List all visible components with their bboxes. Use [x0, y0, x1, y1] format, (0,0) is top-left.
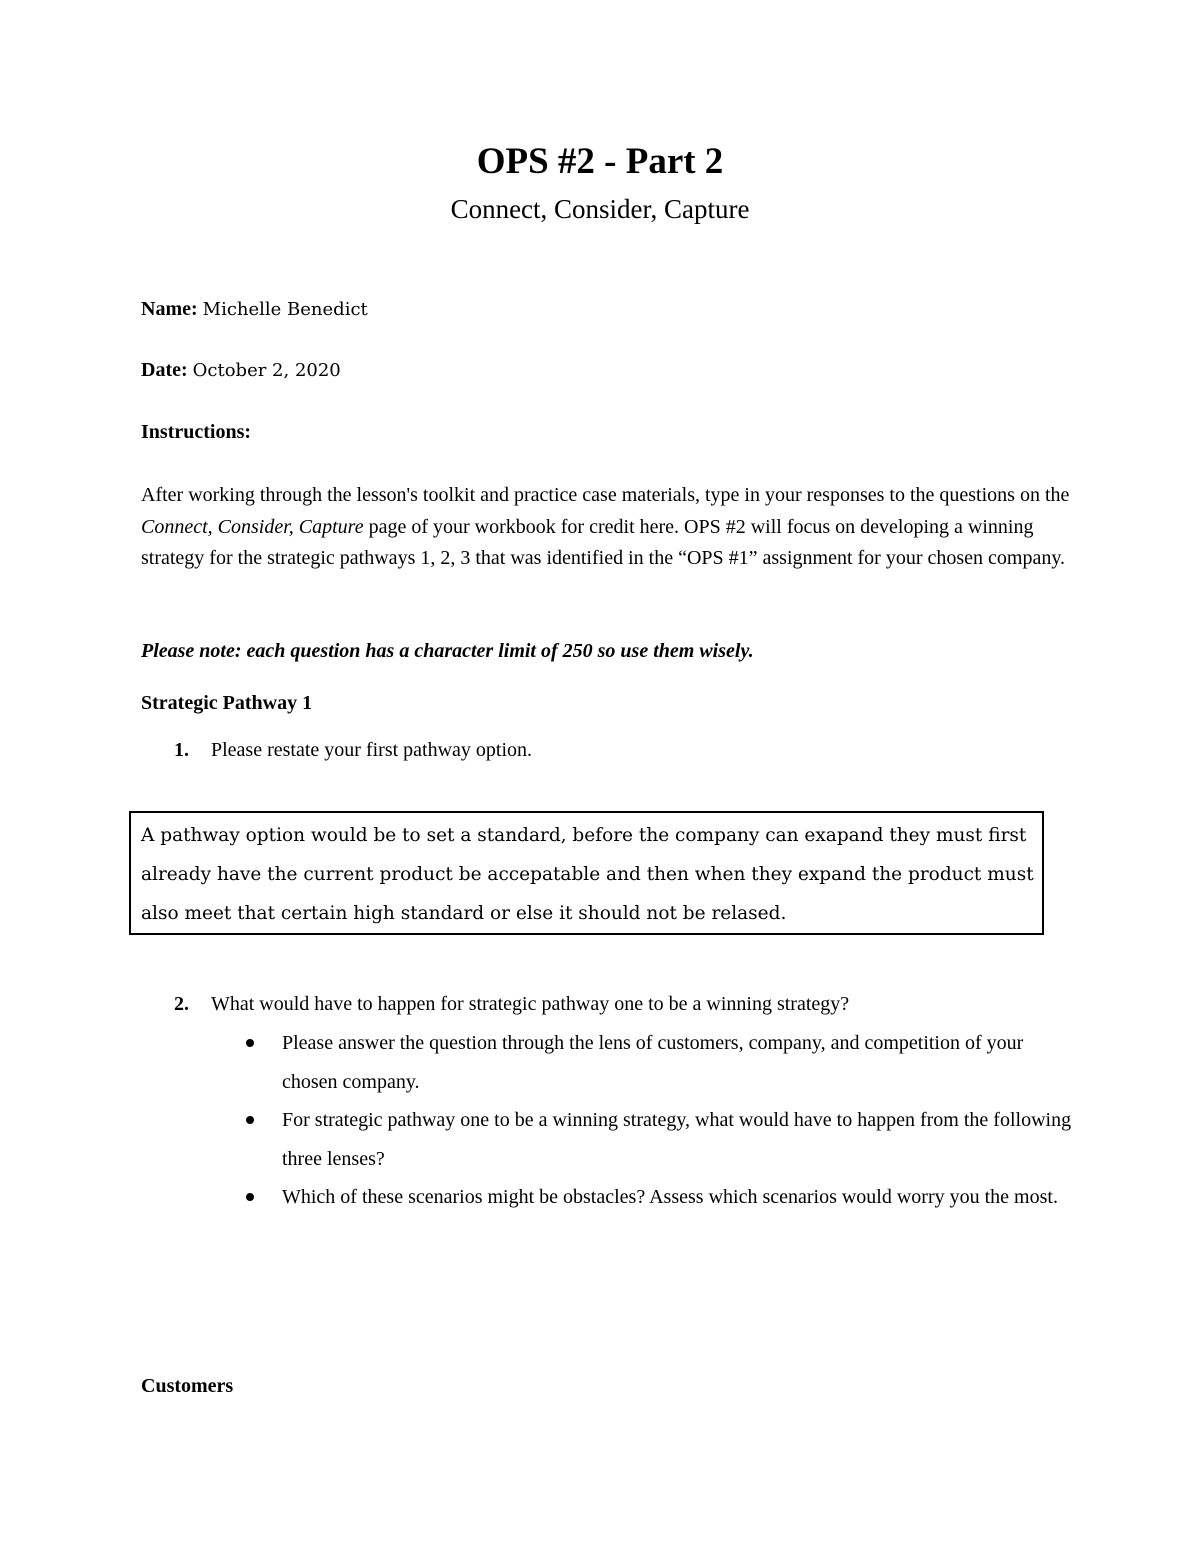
bullet-icon — [246, 1039, 254, 1047]
instructions-text-1: After working through the lesson's toolkit and practice case materials, type in your responses to the questions on the — [141, 484, 1070, 506]
instructions-text-2: page of your workbook for credit here. OPS #2 will focus on developing a winning strategy for the strategic pathways 1, 2, 3 that was identified in the “OPS #1” assignment for your chosen company. — [141, 515, 1066, 569]
bullet-icon — [246, 1193, 254, 1201]
question-2-text: What would have to happen for strategic pathway one to be a winning strategy? — [211, 993, 850, 1015]
name-value: Michelle Benedict — [202, 299, 368, 320]
name-label: Name: — [141, 298, 198, 320]
instructions-paragraph — [141, 480, 1071, 575]
date-field — [141, 359, 341, 382]
date-value: October 2, 2020 — [192, 360, 341, 381]
name-field — [141, 298, 368, 321]
question-1-number: 1. — [174, 739, 189, 761]
answer-1-text: A pathway option would be to set a standard, before the company can exapand they must first already have the current product be accepatable and then when they expand the product must also meet that certain high standard or else it should not be relased. — [141, 825, 1034, 924]
strategic-pathway-heading: Strategic Pathway 1 — [141, 692, 313, 714]
bullet-item-2: For strategic pathway one to be a winning strategy, what would have to happen from the following three lenses? — [282, 1109, 1072, 1170]
instructions-workbook-page: Connect, Consider, Capture — [141, 515, 364, 538]
bullet-item-1: Please answer the question through the lens of customers, company, and competition of your chosen company. — [282, 1032, 1024, 1093]
question-2-number: 2. — [174, 993, 189, 1015]
document-title: OPS #2 - Part 2 — [476, 141, 724, 182]
character-limit-note: Please note: each question has a character limit of 250 so use them wisely. — [141, 640, 754, 662]
bullet-item-3: Which of these scenarios might be obstacles? Assess which scenarios would worry you the most. — [282, 1186, 1058, 1208]
document-subtitle: Connect, Consider, Capture — [450, 194, 750, 224]
question-1-text: Please restate your first pathway option. — [211, 739, 533, 761]
customers-heading: Customers — [141, 1375, 234, 1397]
bullet-icon — [246, 1116, 254, 1124]
instructions-heading: Instructions: — [141, 421, 252, 443]
date-label: Date: — [141, 359, 188, 381]
